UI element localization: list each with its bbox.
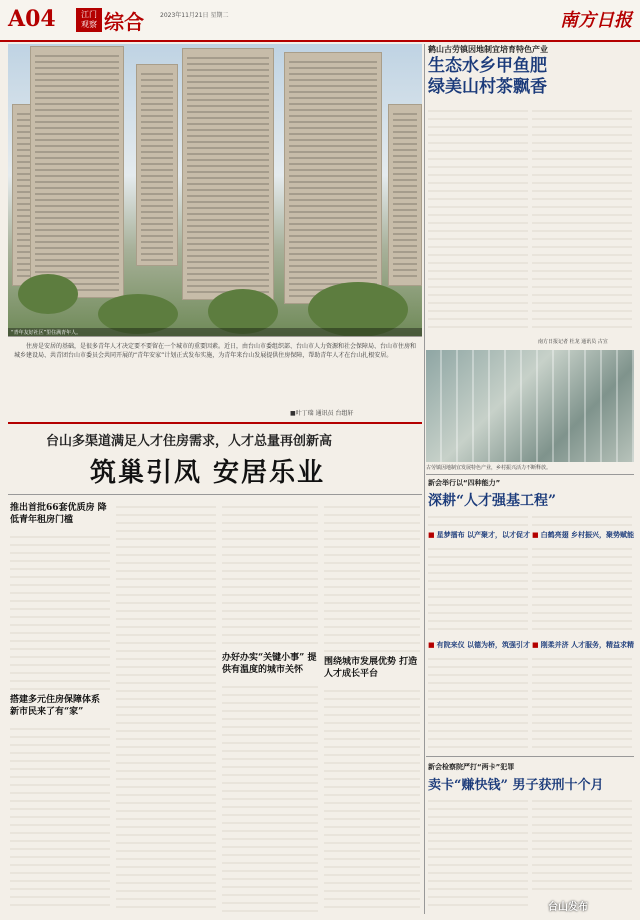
subheading: 推出首批66套优质房 降低青年租房门槛 bbox=[10, 503, 107, 525]
divider bbox=[426, 756, 634, 757]
body-text-column bbox=[532, 104, 632, 334]
body-text-column bbox=[222, 500, 318, 648]
right-kicker: 新会举行以“四种能力” bbox=[428, 479, 501, 487]
photo-caption: “青年友好社区”里住满青年人。 bbox=[8, 328, 422, 337]
main-headline: 筑巢引凤 安居乐业 bbox=[90, 458, 326, 488]
newspaper-logo: 南方日报 bbox=[560, 10, 632, 31]
right-headline-line: 绿美山村茶飘香 bbox=[428, 77, 547, 97]
body-text-column bbox=[532, 652, 632, 752]
body-text-column bbox=[428, 104, 528, 334]
body-text-column bbox=[428, 542, 528, 632]
body-text-column bbox=[324, 684, 420, 912]
body-text-column bbox=[10, 530, 110, 690]
body-text-column bbox=[428, 794, 528, 912]
section-tag: ■ 有院来仪 以德为桥，筑强引才 bbox=[428, 640, 530, 650]
right-headline bbox=[428, 56, 547, 98]
right-headline: 深耕“人才强基工程” bbox=[428, 493, 557, 509]
divider bbox=[8, 422, 422, 424]
watermark: 台山发布 bbox=[548, 902, 588, 913]
section-title: 综合 bbox=[104, 10, 144, 34]
right-photo-caption: 古劳镇因地制宜发展特色产业，乡村振兴活力不断释放。 bbox=[426, 465, 552, 471]
right-photo bbox=[426, 350, 634, 462]
body-text-column bbox=[428, 652, 528, 752]
issue-date: 2023年11月21日 星期二 bbox=[160, 12, 229, 19]
right-headline-line: 生态水乡甲鱼肥 bbox=[428, 56, 547, 76]
section-badge: 江门观察 bbox=[76, 8, 102, 32]
section-tag: ■ 星梦擂布 以产聚才，以才促才 bbox=[428, 530, 530, 540]
body-text-column bbox=[116, 500, 216, 912]
subheading: 围绕城市发展优势 打造人才成长平台 bbox=[324, 657, 418, 679]
body-text-column bbox=[222, 680, 318, 912]
body-text-column bbox=[532, 542, 632, 632]
body-text-column bbox=[324, 500, 420, 652]
page-number: A04 bbox=[8, 6, 56, 32]
lead-byline: ■叶丁瑞 通讯员 台组轩 bbox=[290, 410, 354, 417]
lead-photo bbox=[8, 44, 422, 336]
body-text-column bbox=[428, 510, 528, 528]
divider bbox=[426, 474, 634, 475]
body-text-column bbox=[532, 794, 632, 894]
divider bbox=[8, 494, 422, 495]
subheading: 搭建多元住房保障体系 新市民来了有“家” bbox=[10, 695, 101, 717]
right-headline: 卖卡“赚快钱” 男子获刑十个月 bbox=[428, 778, 604, 793]
right-kicker: 新会检察院严打“两卡”犯罪 bbox=[428, 763, 515, 771]
section-tag: ■ 白鹤亮翅 乡村振兴，聚势赋能 bbox=[532, 530, 634, 540]
column-divider bbox=[424, 44, 425, 914]
lead-paragraph: 住房是安居的基础，是很多青年人才决定要不要留在一个城市的重要因素。近日，由台山市委组织部、台山市人力资源和社会保障局、台山市住房和城乡建设局、共青团台山市委员会共同开展的“青年安家”计划正式发布实施，为青年来台山发展提供住房保障，帮助青年人才在台山扎根安居。 bbox=[14, 343, 417, 359]
section-tag: ■ 刚柔并济 人才服务，精益求精 bbox=[532, 640, 634, 650]
body-text-column bbox=[10, 722, 110, 912]
subheading: 办好办实“关键小事” 提供有温度的城市关怀 bbox=[222, 653, 317, 675]
headline-deck: 台山多渠道满足人才住房需求，人才总量再创新高 bbox=[46, 434, 333, 449]
right-kicker: 鹤山古劳镇因地制宜培育特色产业 bbox=[428, 45, 548, 54]
body-text-column bbox=[532, 510, 632, 528]
right-byline: 南方日报记者 杜龙 通讯员 古宣 bbox=[538, 339, 608, 345]
